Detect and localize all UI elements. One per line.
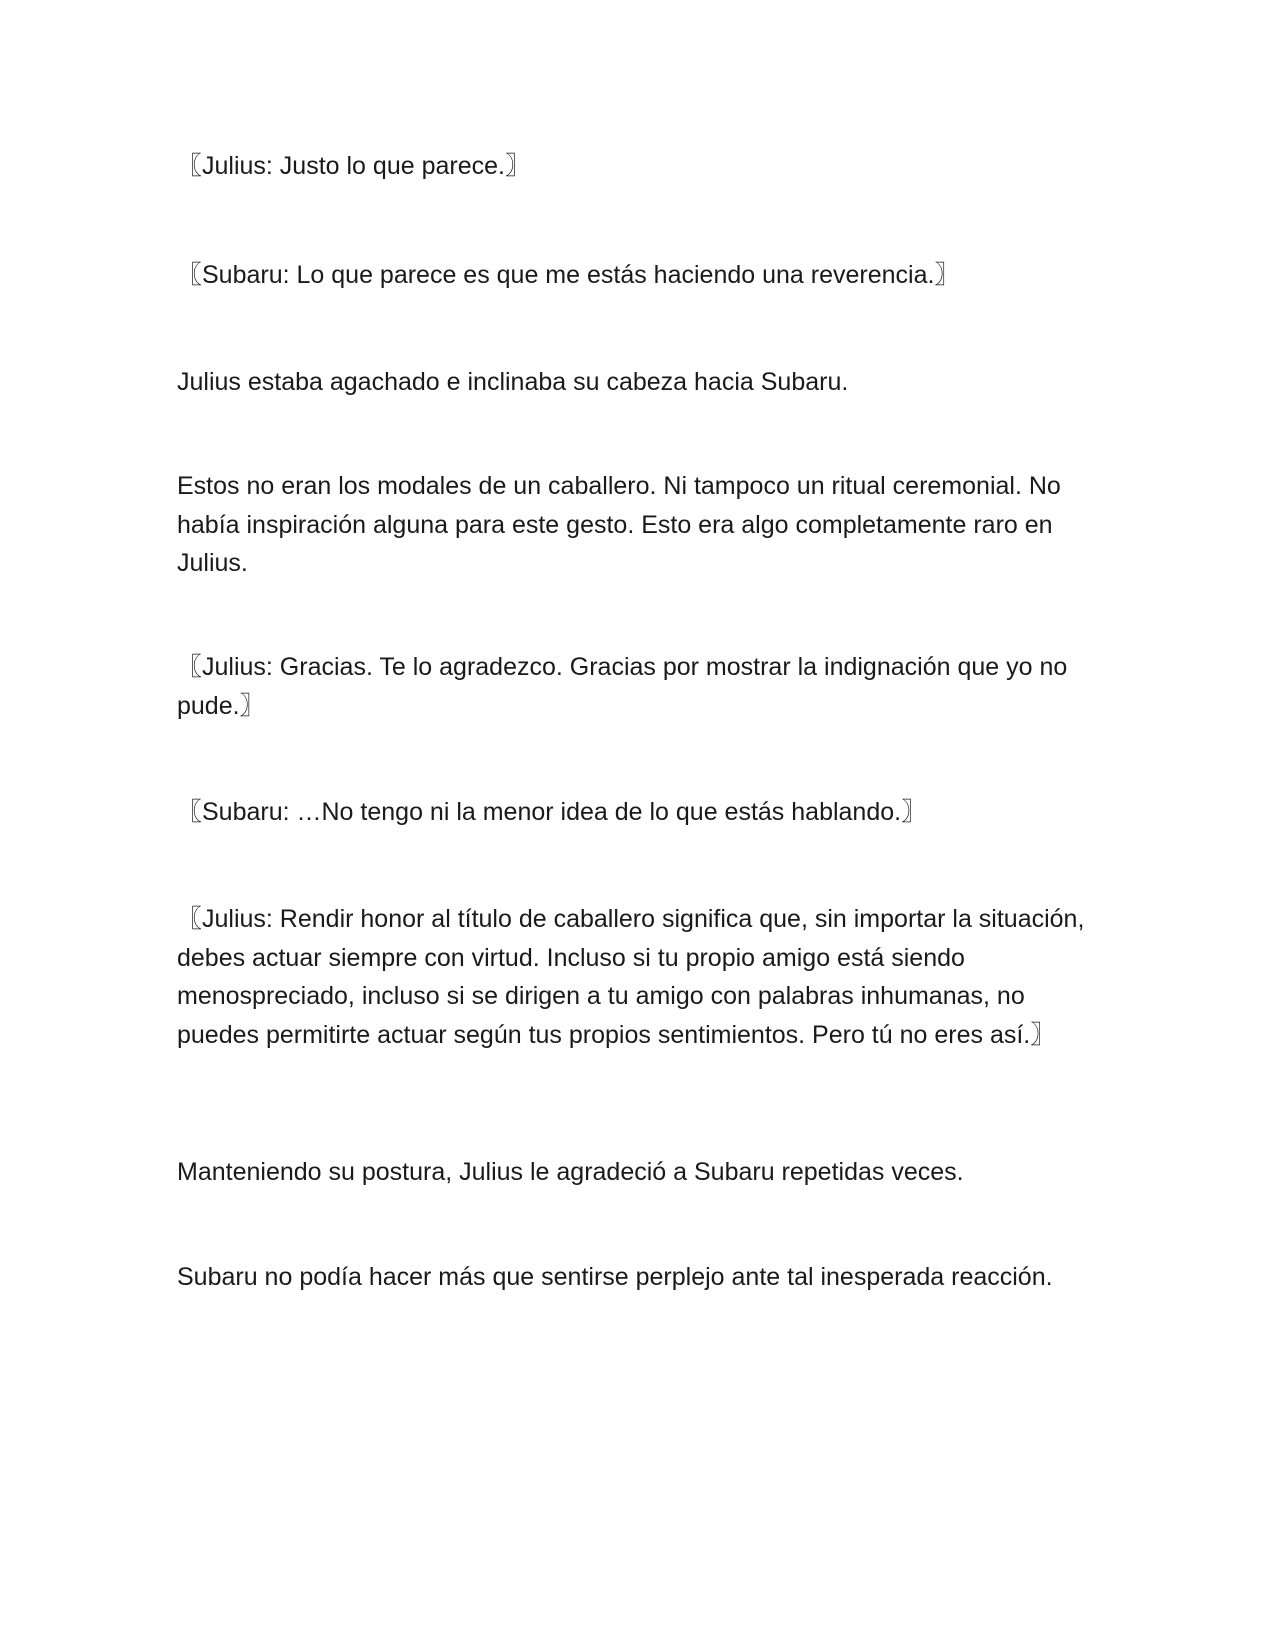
paragraph-dialogue-subaru-1: 〖Subaru: Lo que parece es que me estás haciendo una reverencia.〗 (177, 261, 960, 289)
paragraph-dialogue-julius-1: 〖Julius: Justo lo que parece.〗 (177, 152, 530, 180)
paragraph-dialogue-julius-3: 〖Julius: Rendir honor al título de caballero significa que, sin importar la situación, debes actuar siempre con virtud. Incluso si tu propio amigo está siendo menospreciado, incluso si se dirigen a tu amigo con palabras inhumanas, no puedes permitirte actuar según tus propios sentimientos. Pero tú no eres así.〗 (177, 905, 1085, 1049)
paragraph-dialogue-julius-2: 〖Julius: Gracias. Te lo agradezco. Gracias por mostrar la indignación que yo no pude.〗 (177, 653, 1068, 720)
paragraph-narration-1: Julius estaba agachado e inclinaba su cabeza hacia Subaru. (177, 368, 849, 396)
paragraph-narration-4: Subaru no podía hacer más que sentirse perplejo ante tal inesperada reacción. (177, 1263, 1053, 1291)
paragraph-narration-2: Estos no eran los modales de un caballero. Ni tampoco un ritual ceremonial. No había inspiración alguna para este gesto. Esto era algo completamente raro en Julius. (177, 472, 1061, 577)
paragraph-narration-3: Manteniendo su postura, Julius le agradeció a Subaru repetidas veces. (177, 1158, 964, 1186)
paragraph-dialogue-subaru-2: 〖Subaru: …No tengo ni la menor idea de lo que estás hablando.〗 (177, 798, 927, 826)
